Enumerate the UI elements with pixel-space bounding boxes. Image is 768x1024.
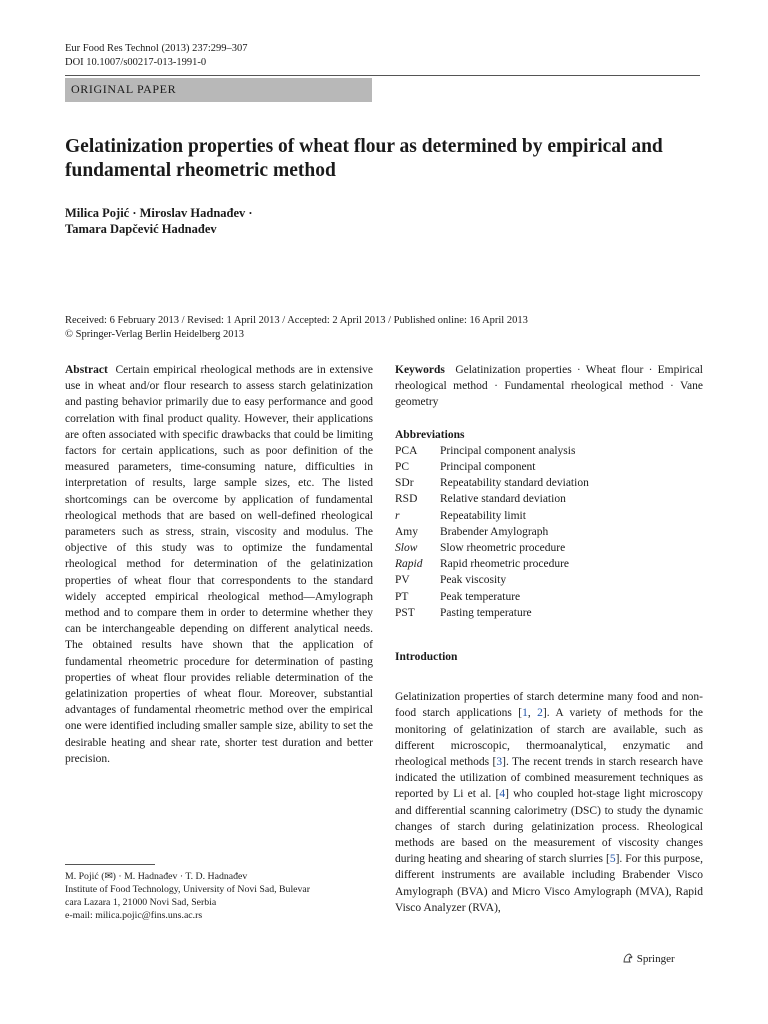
footnote-affiliation: Institute of Food Technology, University of Novi Sad, Bulevar — [65, 884, 311, 895]
abbreviation-row — [395, 508, 589, 524]
abbreviation-row — [395, 572, 589, 588]
abstract-label: Abstract — [65, 364, 108, 376]
right-column — [395, 362, 703, 916]
history-dates: Received: 6 February 2013 / Revised: 1 April 2013 / Accepted: 2 April 2013 / Published online: 16 April 2013 — [65, 315, 528, 326]
citation-link[interactable]: 4 — [499, 788, 506, 801]
publication-history — [65, 314, 705, 342]
abbreviation-row — [395, 589, 589, 605]
journal-header — [65, 42, 248, 70]
citation-link[interactable]: 1 — [522, 707, 528, 720]
author-list — [65, 205, 665, 237]
abstract-section — [65, 362, 373, 767]
intro-text: , — [527, 707, 538, 720]
abbreviation-row — [395, 459, 589, 475]
footnote-authors: M. Pojić (✉) · M. Hadnađev · T. D. Hadnađev — [65, 871, 248, 882]
abbreviation-definition: Principal component — [440, 461, 536, 474]
abbreviations-table — [395, 443, 589, 621]
abbreviation-term: PT — [395, 590, 409, 603]
author-line[interactable]: Tamara Dapčević Hadnađev — [65, 222, 217, 236]
correspondence-footnote — [65, 870, 375, 922]
paper-title: Gelatinization properties of wheat flour as determined by empirical and fundamental rheometric method — [65, 136, 663, 181]
abbreviation-term: PST — [395, 606, 415, 619]
abbreviation-definition: Relative standard deviation — [440, 493, 566, 506]
abbreviation-term: Amy — [395, 525, 418, 538]
keywords-text: Gelatinization properties · Wheat flour · Empirical rheological method · Fundamental rheological method · Vane geometry — [395, 364, 703, 409]
keywords-label: Keywords — [395, 364, 445, 376]
abbreviation-term: PCA — [395, 444, 418, 457]
doi[interactable]: DOI 10.1007/s00217-013-1991-0 — [65, 57, 207, 68]
abbreviation-term: r — [395, 509, 400, 522]
abbreviation-row — [395, 605, 589, 621]
citation-link[interactable]: 5 — [609, 853, 616, 866]
publisher-mark — [622, 952, 675, 965]
abbreviation-term: PC — [395, 461, 410, 474]
abbreviation-definition: Rapid rheometric procedure — [440, 558, 569, 571]
abbreviation-row — [395, 556, 589, 572]
journal-citation: Eur Food Res Technol (2013) 237:299–307 — [65, 43, 248, 54]
springer-horse-icon — [622, 952, 634, 964]
abbreviation-definition: Peak viscosity — [440, 574, 507, 587]
abbreviation-definition: Brabender Amylograph — [440, 525, 549, 538]
footnote-affiliation: cara Lazara 1, 21000 Novi Sad, Serbia — [65, 897, 217, 908]
introduction-heading: Introduction — [395, 651, 458, 664]
citation-link[interactable]: 3 — [496, 756, 503, 769]
intro-text: ]. A variety of methods for the monitoring of gelatinization of starch are available, such as different microscopic, thermoanalytical, enzymatic and rheological methods [ — [395, 707, 703, 769]
intro-text: Gelatinization properties of starch determine many food and non-food starch applications [ — [395, 691, 703, 720]
copyright: © Springer-Verlag Berlin Heidelberg 2013 — [65, 329, 245, 340]
abbreviation-definition: Repeatability standard deviation — [440, 477, 589, 490]
abbreviation-row — [395, 524, 589, 540]
intro-text: ] who coupled hot-stage light microscopy and differential scanning calorimetry (DSC) to study the dynamic changes of starch during gelatinization process. Rheological methods are based on the measurement of viscosity changes during heating and shearing of starch slurries [ — [395, 788, 703, 866]
keywords-block — [395, 362, 703, 411]
abbreviation-term: SDr — [395, 477, 414, 490]
abbreviation-definition: Principal component analysis — [440, 444, 576, 457]
abbreviation-term: Rapid — [395, 558, 423, 571]
abbreviation-definition: Pasting temperature — [440, 606, 532, 619]
abbreviation-definition: Repeatability limit — [440, 509, 526, 522]
abbreviation-term: RSD — [395, 493, 418, 506]
abbreviation-term: Slow — [395, 542, 418, 555]
article-type-label: ORIGINAL PAPER — [71, 82, 177, 96]
abbreviation-row — [395, 475, 589, 491]
abstract-text: Certain empirical rheological methods are in extensive use in wheat and/or flour research to assess starch gelatinization and pasting behavior primarily due to easy performance and good correlation with final product quality. However, their applications are often associated with specific drawbacks that could be limiting factors for certain applications, such as poor definition of the measured parameters, time-consuming nature, difficulties in interpretation of results, large sample sizes, etc. The listed shortcomings can be overcome by application of fundamental rheological methods that are based on well-defined rheological parameters such as stress, strain, viscosity and modulus. The objective of this study was to optimize the fundamental rheological method for determination of the gelatinization properties of wheat flour that correspondents to the standard widely accepted empirical rheological method—Amylograph method and to compare them in order to determine whether they can be interchangeable depending on different analytical needs. The obtained results have shown that the application of fundamental rheometric procedure for determination of pasting properties of wheat flour provides reliable determination of the gelatinization properties of wheat flour. Moreover, substantial advantages of fundamental rheometric method over the empirical one were identified including smaller sample size, ability to set the desirable heating and shear rate, shorter test duration and better precision. — [65, 364, 373, 765]
footnote-rule — [65, 864, 155, 865]
abbreviation-row — [395, 491, 589, 507]
abbreviation-term: PV — [395, 574, 410, 587]
abbreviation-definition: Slow rheometric procedure — [440, 542, 566, 555]
abbreviation-definition: Peak temperature — [440, 590, 521, 603]
article-type-banner — [65, 78, 372, 102]
intro-text: ]. The recent trends in starch research have indicated the utilization of combined measurement techniques as reported by Li et al. [ — [395, 756, 703, 801]
author-line[interactable]: Milica Pojić · Miroslav Hadnađev · — [65, 206, 253, 220]
intro-text: ]. For this purpose, different instruments are available including Brabender Visco Amylograph (BVA) and Micro Visco Amylograph (MVA), Rapid Visco Analyzer (RVA), — [395, 853, 703, 914]
introduction-paragraph — [395, 689, 703, 916]
header-rule — [65, 75, 700, 76]
footnote-email[interactable]: e-mail: milica.pojic@fins.uns.ac.rs — [65, 910, 203, 921]
publisher-name: Springer — [636, 953, 675, 965]
citation-link[interactable]: 2 — [537, 707, 543, 720]
abbreviation-row — [395, 443, 589, 459]
abbreviation-row — [395, 540, 589, 556]
abbreviations-heading: Abbreviations — [395, 428, 465, 441]
